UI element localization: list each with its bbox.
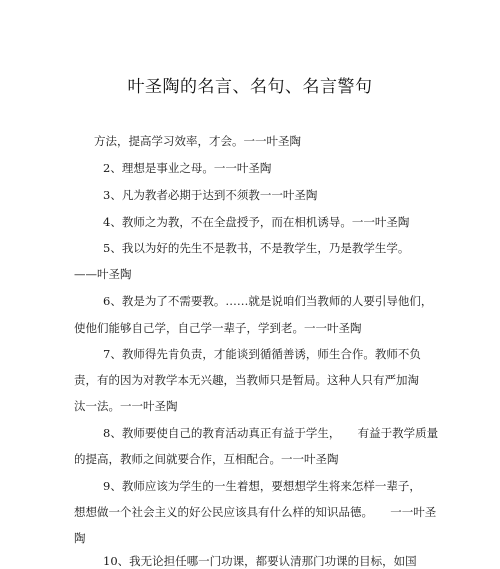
text-line-7: 6、教是为了不需要教。……就是说咱们当教师的人要引导他们， [103, 294, 433, 308]
text-line-1: 方法，提高学习效率，才会。一一叶圣陶 [94, 134, 301, 148]
text-line-13: 的提高，教师之间就要合作，互相配合。一一叶圣陶 [74, 452, 339, 466]
text-line-4: 4、教师之为教，不在全盘授予，而在相机诱导。一一叶圣陶 [103, 215, 410, 229]
text-line-16: 陶 [74, 531, 86, 545]
text-line-6: ——叶圣陶 [74, 267, 132, 281]
document-title: 叶圣陶的名言、名句、名言警句 [127, 77, 373, 97]
text-line-8: 使他们能够自己学，自己学一辈子，学到老。一一叶圣陶 [74, 321, 362, 335]
text-line-11: 汰一法。一一叶圣陶 [74, 399, 178, 413]
text-line-17: 10、我无论担任哪一门功课，都要认清那门功课的目标，如国 [103, 554, 417, 568]
text-line-10: 责，有的因为对教学本无兴趣，当教师只是暂局。这种人只有严加淘 [74, 373, 419, 387]
text-line-3: 3、凡为教者必期于达到不须教一一叶圣陶 [103, 188, 318, 202]
text-line-14: 9、教师应该为学生的一生着想，要想想学生将来怎样一辈子， [103, 479, 421, 493]
text-line-12: 8、教师要使自己的教育活动真正有益于学生， 有益于教学质量 [103, 426, 439, 440]
text-line-15: 想想做一个社会主义的好公民应该具有什么样的知识品德。 一一叶圣 [74, 505, 437, 519]
text-line-2: 2、理想是事业之母。一一叶圣陶 [103, 161, 272, 175]
text-line-5: 5、我以为好的先生不是教书，不是教学生，乃是教学生学。 [103, 241, 410, 255]
text-line-9: 7、教师得先肯负责，才能谈到循循善诱，师生合作。教师不负 [103, 347, 421, 361]
